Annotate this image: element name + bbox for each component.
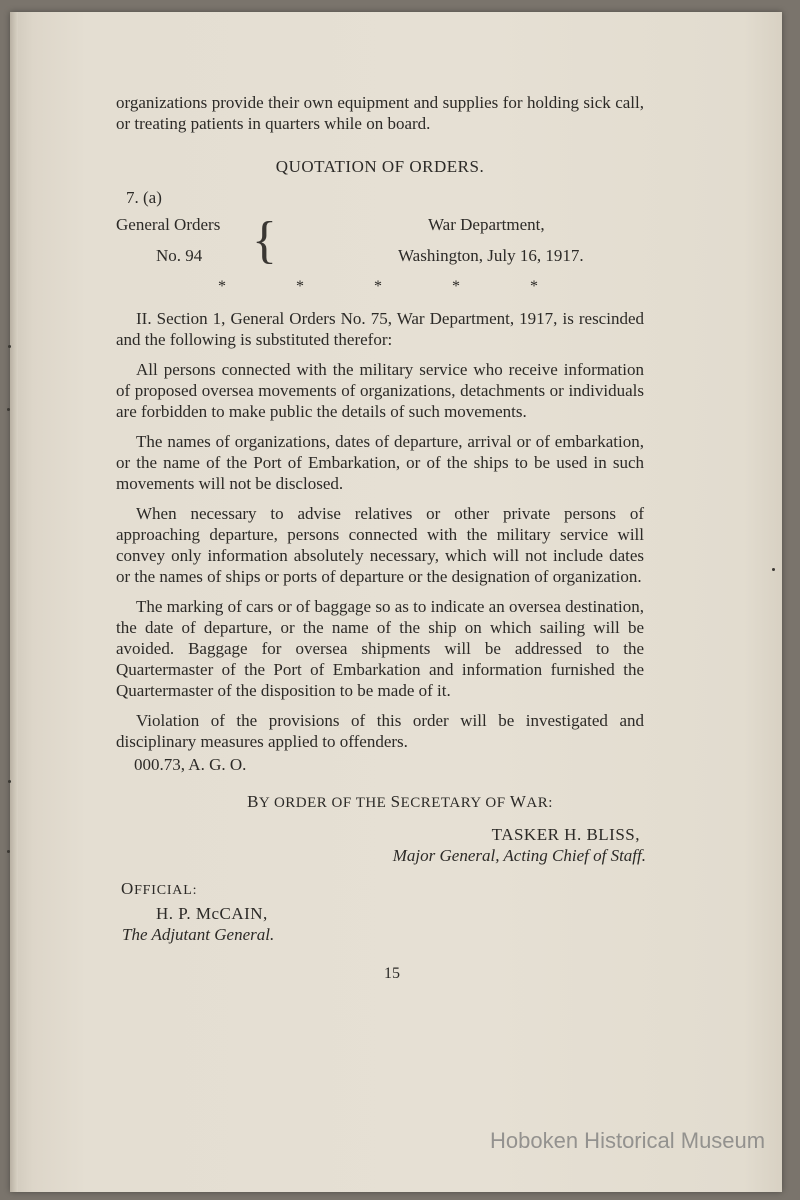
asterisk: * [374, 278, 382, 295]
asterisk: * [296, 278, 304, 295]
official-label [121, 878, 644, 901]
subsection-label: 7. (a) [126, 188, 162, 207]
official-text: FFICIAL: [134, 883, 198, 898]
page-text [116, 92, 644, 984]
orders-number: No. 94 [156, 246, 203, 265]
by-order-cap: W [509, 792, 527, 811]
ink-speck [8, 345, 11, 348]
orders-header [116, 214, 644, 276]
by-order-text: ECRETARY OF [400, 795, 510, 811]
asterisk-row [116, 276, 644, 300]
department-name: War Department, [428, 215, 545, 234]
signer-name: TASKER H. BLISS, [491, 825, 640, 844]
file-reference: 000.73, A. G. O. [134, 755, 247, 774]
ink-speck [7, 408, 10, 411]
museum-watermark: Hoboken Historical Museum [490, 1128, 766, 1153]
body-paragraph: When necessary to advise relatives or other private persons of approaching departure, persons connected with the military service will convey only information absolutely necessary, which will not include dates or the names of ships or ports of departure or the designation of organization. [116, 504, 644, 586]
asterisk: * [530, 278, 538, 295]
body-paragraph: The marking of cars or of baggage so as to indicate an oversea destination, the date of departure, or the name of the ship on which sailing will be avoided. Baggage for oversea shipments will be addressed to the Quartermaster of the Port of Embarkation and information furnished the Quartermaster of the disposition to be made of it. [116, 597, 644, 700]
body-paragraph: Violation of the provisions of this order will be investigated and disciplinary measures applied to offenders. [116, 711, 644, 751]
body-paragraph: II. Section 1, General Orders No. 75, War Department, 1917, is rescinded and the following is substituted therefor: [116, 309, 644, 349]
asterisk: * [218, 278, 226, 295]
page-fold-shadow [10, 12, 18, 1192]
body-paragraph: All persons connected with the military service who receive information of proposed oversea movements of organizations, detachments or individuals are forbidden to make public the details of such movements. [116, 360, 644, 421]
adjutant-title: The Adjutant General. [122, 925, 275, 944]
ink-speck [772, 568, 775, 571]
by-order-line [156, 791, 644, 814]
page-number: 15 [384, 965, 400, 982]
general-orders-label: General Orders [116, 215, 221, 234]
section-heading: QUOTATION OF ORDERS. [275, 157, 485, 176]
ink-speck [8, 780, 11, 783]
intro-paragraph: organizations provide their own equipment and supplies for holding sick call, or treating patients in quarters while on board. [116, 93, 644, 133]
signer-title: Major General, Acting Chief of Staff. [392, 846, 646, 865]
ink-speck [7, 850, 10, 853]
adjutant-name: H. P. McCAIN, [156, 904, 268, 923]
by-order-text: Y ORDER OF THE [258, 795, 391, 811]
asterisk: * [452, 278, 460, 295]
official-cap: O [121, 879, 135, 898]
body-paragraph: The names of organizations, dates of departure, arrival or of embarkation, or the name of the Port of Embarkation, or of the ships to be used in such movements will not be disclosed. [116, 432, 644, 493]
by-order-text: AR: [526, 795, 553, 811]
location-date: Washington, July 16, 1917. [398, 246, 584, 265]
brace-glyph: { [252, 212, 277, 269]
by-order-cap: S [390, 792, 401, 811]
by-order-cap: B [247, 792, 259, 811]
